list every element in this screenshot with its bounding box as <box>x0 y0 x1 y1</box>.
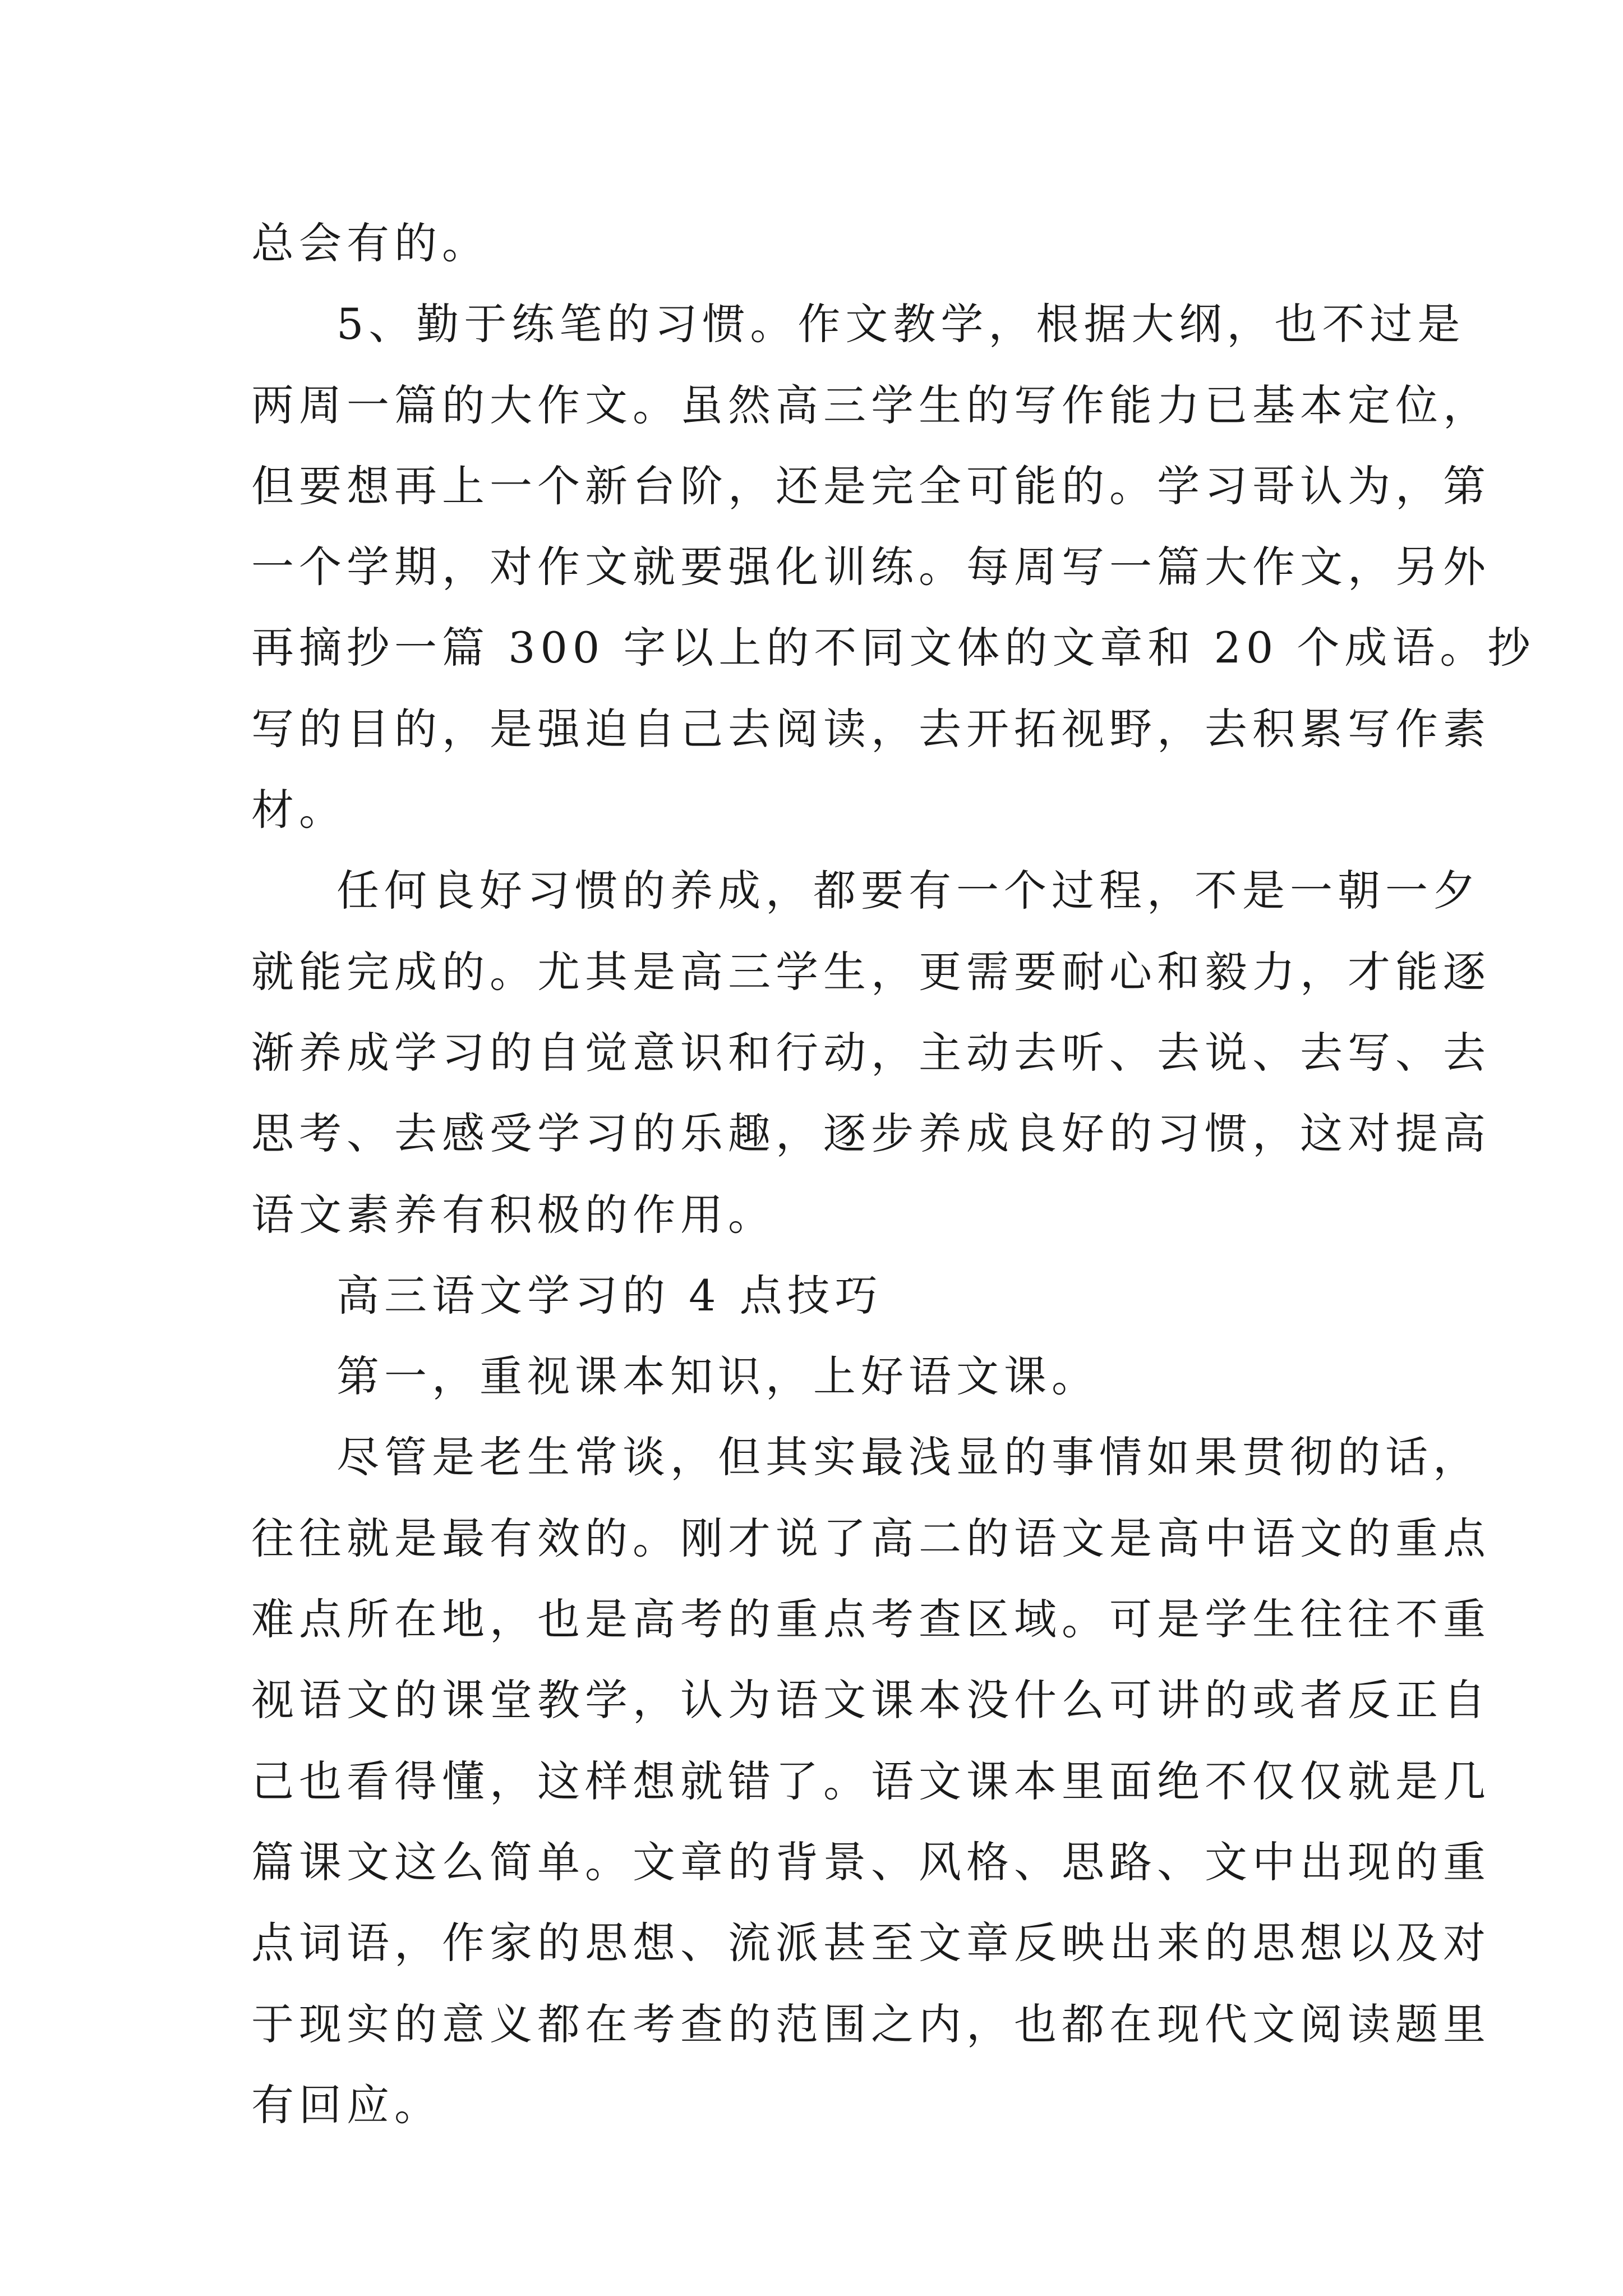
document-body <box>251 203 1536 2146</box>
text-line: 己也看得懂，这样想就错了。语文课本里面绝不仅仅就是几 <box>251 1756 1491 1806</box>
text-line: 语文素养有积极的作用。 <box>251 1189 776 1240</box>
text-line: 思考、去感受学习的乐趣，逐步养成良好的习惯，这对提高 <box>251 1108 1491 1159</box>
text-line: 再摘抄一篇 300 字以上的不同文体的文章和 20 个成语。抄 <box>251 623 1536 673</box>
text-line: 于现实的意义都在考查的范围之内，也都在现代文阅读题里 <box>251 1999 1491 2049</box>
subheading: 第一，重视课本知识，上好语文课。 <box>336 1351 1099 1402</box>
text-line: 5、勤于练笔的习惯。作文教学，根据大纲，也不过是 <box>336 299 1465 349</box>
text-line: 点词语，作家的思想、流派甚至文章反映出来的思想以及对 <box>251 1918 1491 1968</box>
text-line: 材。 <box>251 785 347 835</box>
section-heading: 高三语文学习的 4 点技巧 <box>336 1270 883 1320</box>
text-line: 就能完成的。尤其是高三学生，更需要耐心和毅力，才能逐 <box>251 946 1491 997</box>
text-line: 任何良好习惯的养成，都要有一个过程，不是一朝一夕 <box>336 866 1481 916</box>
text-line: 难点所在地，也是高考的重点考查区域。可是学生往往不重 <box>251 1594 1491 1645</box>
text-line: 视语文的课堂教学，认为语文课本没什么可讲的或者反正自 <box>251 1675 1491 1726</box>
text-line: 两周一篇的大作文。虽然高三学生的写作能力已基本定位， <box>251 380 1491 430</box>
text-line: 尽管是老生常谈，但其实最浅显的事情如果贯彻的话， <box>336 1432 1481 1483</box>
text-line: 有回应。 <box>251 2079 442 2130</box>
text-line: 篇课文这么简单。文章的背景、风格、思路、文中出现的重 <box>251 1837 1491 1887</box>
text-line: 往往就是最有效的。刚才说了高二的语文是高中语文的重点 <box>251 1513 1491 1563</box>
text-line: 一个学期，对作文就要强化训练。每周写一篇大作文，另外 <box>251 542 1491 592</box>
text-line: 总会有的。 <box>251 218 490 268</box>
text-line: 但要想再上一个新台阶，还是完全可能的。学习哥认为，第 <box>251 461 1491 511</box>
text-line: 渐养成学习的自觉意识和行动，主动去听、去说、去写、去 <box>251 1027 1491 1078</box>
text-line: 写的目的，是强迫自己去阅读，去开拓视野，去积累写作素 <box>251 703 1491 754</box>
